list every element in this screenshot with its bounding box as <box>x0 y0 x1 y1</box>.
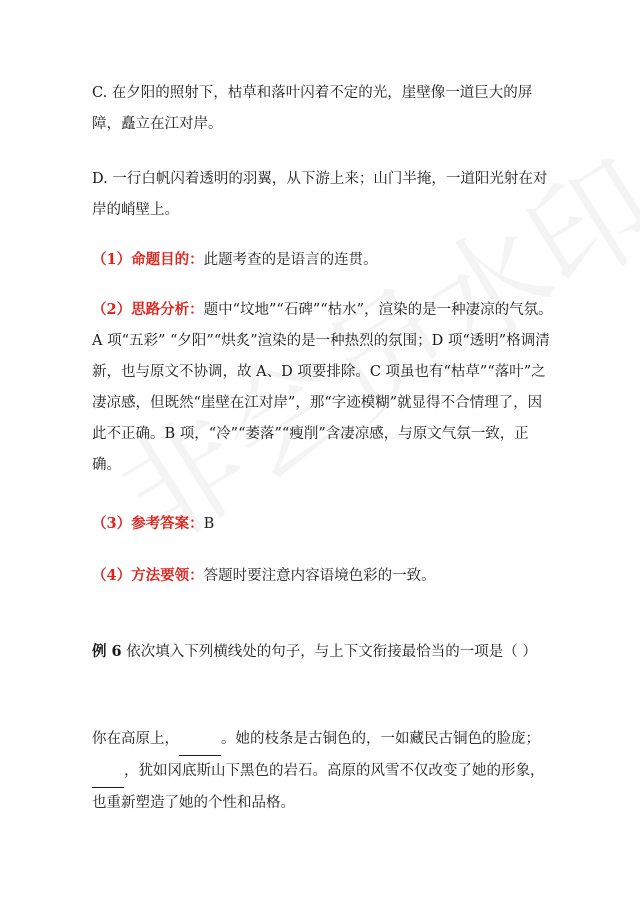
item-analysis <box>92 294 554 481</box>
blank-1 <box>179 724 221 756</box>
passage-part-3: ，犹如冈底斯山下黑色的岩石。高原的风雪不仅改变了她的形象，也重新塑造了她的个性和品格。 <box>92 763 545 811</box>
option-c: C. 在夕阳的照射下，枯草和落叶闪着不定的光，崖壁像一道巨大的屏障，矗立在江对岸。 <box>92 85 533 132</box>
item-purpose <box>92 244 554 276</box>
passage-part-2: 。她的枝条是古铜色的，一如藏民古铜色的脸庞； <box>221 731 540 747</box>
item-purpose-text: 此题考查的是语言的连贯。 <box>203 252 378 268</box>
item-method-label: （4）方法要领： <box>92 567 204 584</box>
blank-2 <box>92 756 124 788</box>
passage <box>92 724 554 819</box>
example-6-question <box>92 636 554 668</box>
passage-part-1: 你在高原上， <box>92 731 179 747</box>
item-analysis-label: （2）思路分析： <box>92 301 204 318</box>
item-answer <box>92 508 554 540</box>
option-d: D. 一行白帆闪着透明的羽翼，从下游上来；山门半掩，一道阳光射在对岸的峭壁上。 <box>92 171 548 218</box>
item-purpose-label: （1）命题目的： <box>92 251 204 268</box>
item-answer-text: B <box>203 516 215 532</box>
item-analysis-text: 题中“坟地”“石碑”“枯水”，渲染的是一种凄凉的气氛。A 项“五彩” “夕阳”“烘炙”渲染的是一种热烈的氛围；D 项“透明”格调清新，也与原文不协调，故 A、D 项要排除。C 项虽也有“枯草”“落叶”之凄凉感，但既然“崖壁在江对岸”，那“字迹模糊”就显得不合情理了，因此不正确。B 项，“冷”“萎落”“瘦削”含凄凉感，与原文气氛一致，正确。 <box>92 302 553 473</box>
item-method <box>92 560 554 592</box>
item-method-text: 答题时要注意内容语境色彩的一致。 <box>203 568 436 584</box>
example-6-label: 例 6 <box>92 643 122 660</box>
example-6-text: 依次填入下列横线处的句子，与上下文衔接最恰当的一项是（ ） <box>121 644 537 660</box>
item-answer-label: （3）参考答案： <box>92 515 204 532</box>
